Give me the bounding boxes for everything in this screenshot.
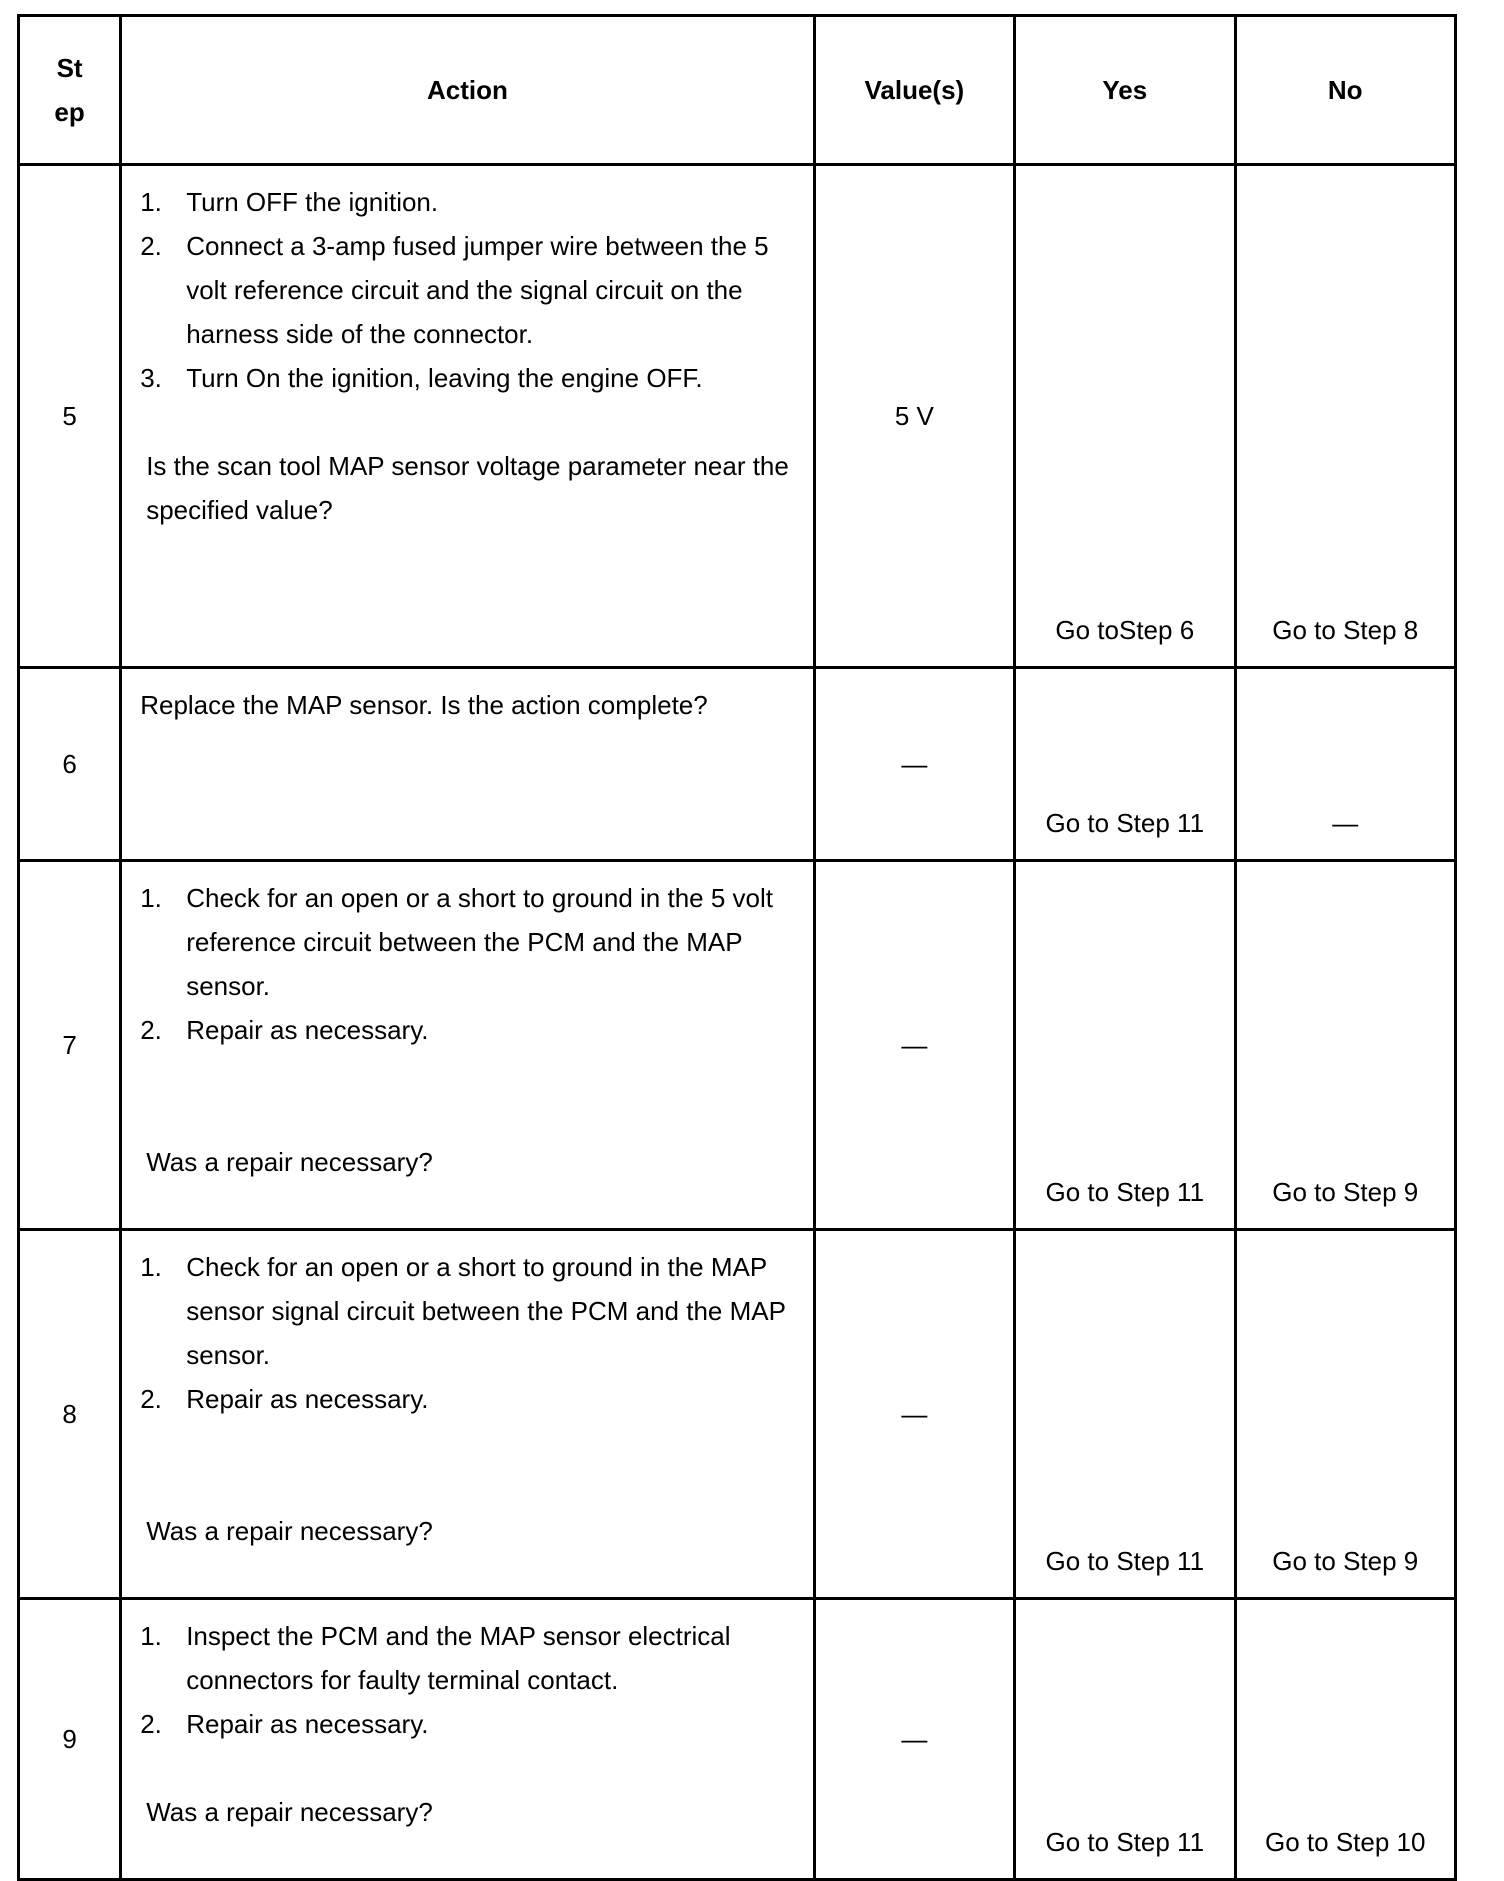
table-row xyxy=(19,1230,1456,1599)
table-row xyxy=(19,861,1456,1230)
action-item xyxy=(140,1702,802,1746)
action-item xyxy=(140,1008,802,1052)
no-cell: Go to Step 10 xyxy=(1235,1599,1456,1880)
item-number: 1. xyxy=(140,1621,162,1651)
no-cell: Go to Step 9 xyxy=(1235,1230,1456,1599)
action-cell xyxy=(121,1599,814,1880)
step-number: 5 xyxy=(19,165,121,668)
item-text: Inspect the PCM and the MAP sensor electrical connectors for faulty terminal contact. xyxy=(186,1621,731,1695)
diagnostic-table xyxy=(17,14,1457,1881)
value-cell: — xyxy=(814,1599,1014,1880)
value-cell: — xyxy=(814,1230,1014,1599)
item-text: Repair as necessary. xyxy=(186,1015,429,1045)
item-number: 2. xyxy=(140,1709,162,1739)
item-number: 2. xyxy=(140,231,162,261)
action-item xyxy=(140,180,802,224)
table-row xyxy=(19,165,1456,668)
no-cell: Go to Step 9 xyxy=(1235,861,1456,1230)
item-text: Check for an open or a short to ground in the 5 volt reference circuit between the PCM and the MAP sensor. xyxy=(186,883,774,1001)
step-number: 9 xyxy=(19,1599,121,1880)
header-values: Value(s) xyxy=(814,16,1014,165)
header-step-line1: St xyxy=(56,53,83,83)
no-cell: Go to Step 8 xyxy=(1235,165,1456,668)
value-cell: 5 V xyxy=(814,165,1014,668)
yes-cell: Go toStep 6 xyxy=(1015,165,1235,668)
item-number: 1. xyxy=(140,883,162,913)
item-number: 2. xyxy=(140,1015,162,1045)
action-question: Is the scan tool MAP sensor voltage parameter near the specified value? xyxy=(146,451,789,525)
step-number: 8 xyxy=(19,1230,121,1599)
yes-cell: Go to Step 11 xyxy=(1015,668,1235,861)
action-item xyxy=(140,224,802,356)
header-step xyxy=(19,16,121,165)
table-row xyxy=(19,668,1456,861)
table-row xyxy=(19,1599,1456,1880)
value-cell: — xyxy=(814,668,1014,861)
action-item xyxy=(140,1245,802,1377)
item-text: Connect a 3-amp fused jumper wire between the 5 volt reference circuit and the signal circuit on the harness side of the connector. xyxy=(186,231,769,349)
action-question: Was a repair necessary? xyxy=(146,1147,433,1177)
yes-cell: Go to Step 11 xyxy=(1015,1599,1235,1880)
item-text: Check for an open or a short to ground in the MAP sensor signal circuit between the PCM and the MAP sensor. xyxy=(186,1252,786,1370)
header-yes: Yes xyxy=(1015,16,1235,165)
no-cell: — xyxy=(1235,668,1456,861)
header-step-line2: ep xyxy=(54,97,85,127)
header-row xyxy=(19,16,1456,165)
action-item xyxy=(140,1377,802,1421)
action-question: Was a repair necessary? xyxy=(146,1797,433,1827)
action-cell xyxy=(121,165,814,668)
yes-cell: Go to Step 11 xyxy=(1015,861,1235,1230)
item-text: Repair as necessary. xyxy=(186,1709,429,1739)
header-action: Action xyxy=(121,16,814,165)
action-cell xyxy=(121,861,814,1230)
action-question: Was a repair necessary? xyxy=(146,1516,433,1546)
item-number: 1. xyxy=(140,1252,162,1282)
action-item xyxy=(140,1614,802,1702)
item-number: 3. xyxy=(140,363,162,393)
yes-cell: Go to Step 11 xyxy=(1015,1230,1235,1599)
item-number: 1. xyxy=(140,187,162,217)
action-cell xyxy=(121,1230,814,1599)
action-cell xyxy=(121,668,814,861)
value-cell: — xyxy=(814,861,1014,1230)
action-item xyxy=(140,876,802,1008)
item-text: Turn OFF the ignition. xyxy=(186,187,439,217)
header-no: No xyxy=(1235,16,1456,165)
item-text: Repair as necessary. xyxy=(186,1384,429,1414)
step-number: 7 xyxy=(19,861,121,1230)
action-text: Replace the MAP sensor. Is the action complete? xyxy=(140,690,708,720)
item-number: 2. xyxy=(140,1384,162,1414)
step-number: 6 xyxy=(19,668,121,861)
action-item xyxy=(140,356,802,400)
item-text: Turn On the ignition, leaving the engine OFF. xyxy=(186,363,703,393)
